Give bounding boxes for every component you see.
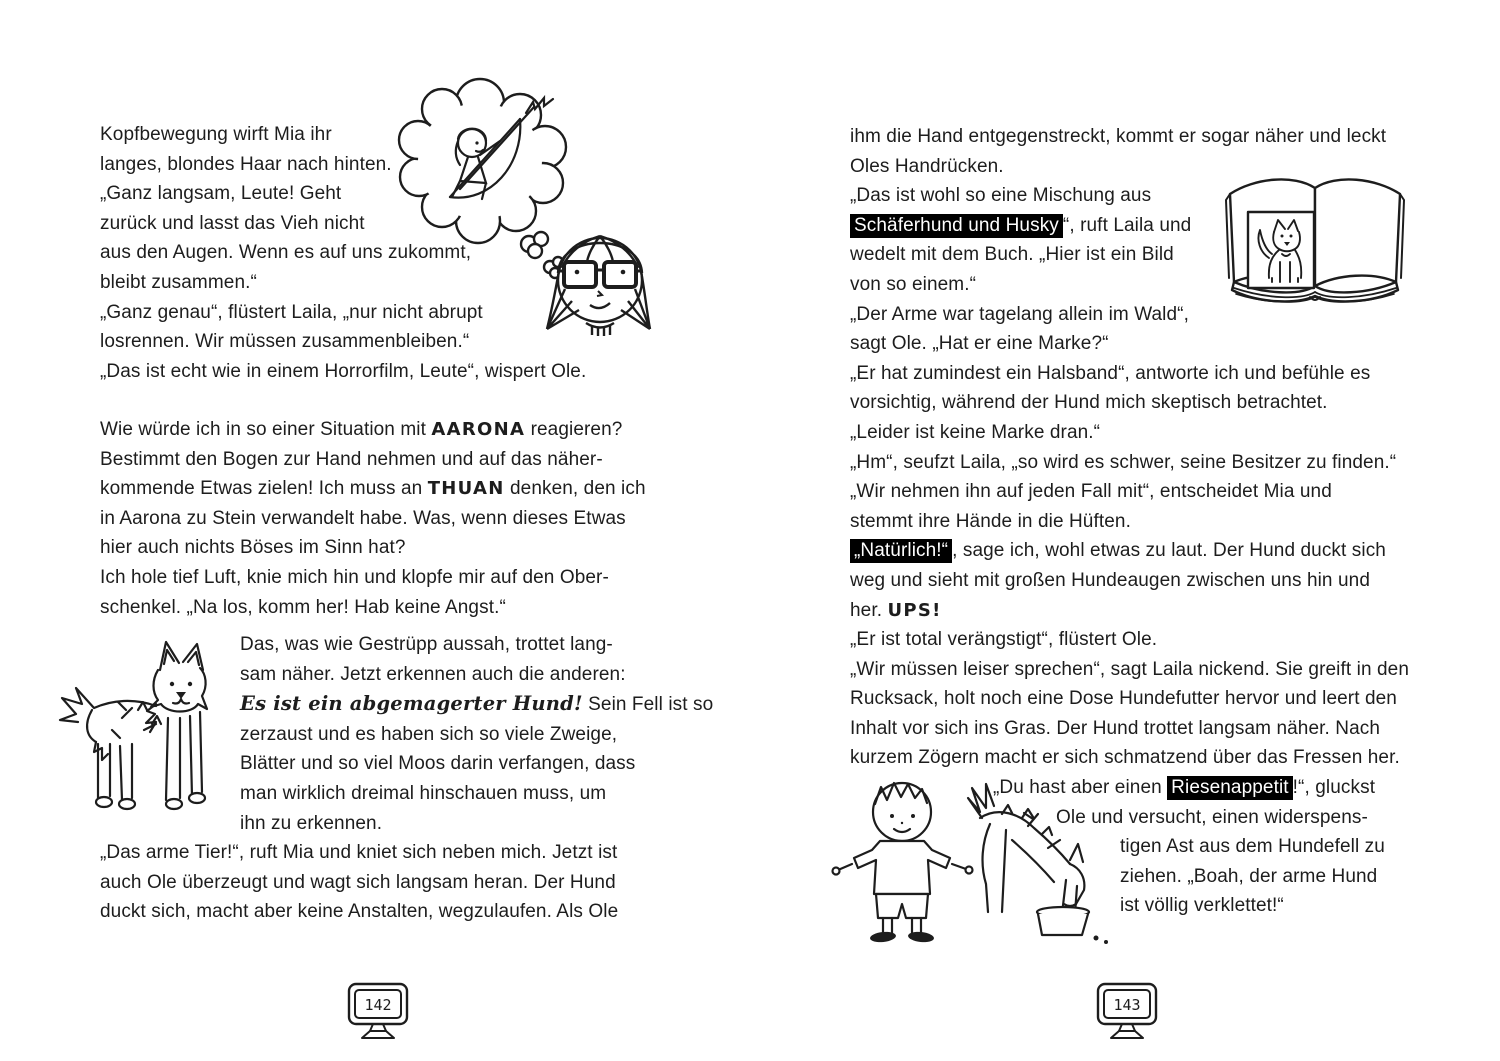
text-line: Bestimmt den Bogen zur Hand nehmen und auf das näher- [100, 448, 603, 470]
text-line: tigen Ast aus dem Hundefell zu [1120, 836, 1385, 858]
text-line: Ole und versucht, einen widerspens- [1056, 806, 1368, 828]
paragraph-dog-revealed [240, 630, 713, 838]
archer-thought-bubble-illustration [398, 83, 653, 338]
text-line: aus den Augen. Wenn es auf uns zukommt, [100, 242, 472, 264]
text-line: Blätter und so viel Moos darin verfangen, dass [240, 753, 636, 775]
text-line: „Ganz genau“, flüstert Laila, „nur nicht abrupt [100, 301, 483, 323]
text-line [850, 536, 1409, 566]
character-name-thuan: THUAN [427, 478, 505, 500]
game-name-aarona: AARONA [431, 419, 526, 440]
page-number: 143 [1113, 996, 1141, 1014]
text-line: Das, was wie Gestrüpp aussah, trottet lang- [240, 634, 613, 655]
text-segment: Sein Fell ist so [582, 694, 714, 716]
text-line: „Er ist total verängstigt“, flüstert Ole. [850, 629, 1158, 651]
text-line [240, 689, 713, 720]
text-segment: , sage ich, wohl etwas zu laut. Der Hund duckt sich [952, 540, 1386, 562]
text-line: Oles Handrücken. [850, 155, 1004, 177]
text-line [850, 596, 1409, 626]
text-line: sam näher. Jetzt erkennen auch die anderen: [240, 663, 626, 685]
scruffy-dog-illustration [52, 640, 237, 820]
text-line: „Das arme Tier!“, ruft Mia und kniet sich neben mich. Jetzt ist [100, 842, 618, 863]
text-line: schenkel. „Na los, komm her! Hab keine Angst.“ [100, 596, 506, 618]
highlighted-text-riesenappetit: Riesenappetit [1167, 776, 1293, 800]
handwritten-emphasis: Es ist ein abgemagerter Hund! [240, 692, 583, 716]
text-line: zurück und lasst das Vieh nicht [100, 212, 365, 234]
boy-illustration [833, 783, 973, 943]
highlighted-text-breed: Schäferhund und Husky [850, 214, 1063, 238]
text-line: bleibt zusammen.“ [100, 271, 257, 293]
text-line: „Leider ist keine Marke dran.“ [850, 421, 1101, 443]
text-line: duckt sich, macht aber keine Anstalten, wegzulaufen. Als Ole [100, 901, 619, 923]
open-book-with-dog-picture-illustration [1222, 166, 1407, 328]
page-number-monitor [1095, 981, 1159, 1043]
text-segment: reagieren? [525, 419, 623, 440]
boy-and-dog-feeding-illustration [830, 772, 1120, 950]
text-line: zerzaust und es haben sich so viele Zweige, [240, 723, 618, 745]
text-segment: kommende Etwas zielen! Ich muss an [100, 478, 428, 500]
highlighted-text-natuerlich: „Natürlich!“ [850, 539, 952, 563]
text-segment: „Du hast aber einen [993, 777, 1168, 799]
text-line: Inhalt vor sich ins Gras. Der Hund trottet langsam näher. Nach [850, 717, 1380, 739]
text-line: „Das ist wohl so eine Mischung aus [850, 185, 1152, 207]
page-number-monitor [346, 981, 410, 1043]
text-line: weg und sieht mit großen Hundeaugen zwischen uns hin und [850, 569, 1370, 591]
text-line: „Ganz langsam, Leute! Geht [100, 183, 342, 205]
text-line: sagt Ole. „Hat er eine Marke?“ [850, 333, 1109, 355]
text-segment: her. [850, 599, 888, 621]
text-line: auch Ole überzeugt und wagt sich langsam heran. Der Hund [100, 871, 616, 893]
text-line: hier auch nichts Böses im Sinn hat? [100, 537, 406, 559]
text-line: „Das ist echt wie in einem Horrorfilm, Leute“, wispert Ole. [100, 360, 587, 382]
text-segment: denken, den ich [504, 478, 646, 500]
text-line: vorsichtig, während der Hund mich skeptisch betrachtet. [850, 392, 1328, 414]
text-line: „Wir müssen leiser sprechen“, sagt Laila nickend. Sie greift in den [850, 658, 1410, 680]
text-segment: !“, gluckst [1292, 777, 1376, 799]
text-line: Ich hole tief Luft, knie mich hin und klopfe mir auf den Ober- [100, 566, 609, 588]
text-line: langes, blondes Haar nach hinten. [100, 153, 392, 175]
text-line: Rucksack, holt noch eine Dose Hundefutter hervor und leert den [850, 688, 1397, 710]
text-line: ziehen. „Boah, der arme Hund [1120, 865, 1378, 887]
text-line: losrennen. Wir müssen zusammenbleiben.“ [100, 331, 470, 353]
text-line: man wirklich dreimal hinschauen muss, um [240, 782, 607, 804]
text-line [100, 415, 646, 445]
text-line: ihn zu erkennen. [240, 812, 383, 834]
paragraph-poor-animal [100, 838, 618, 927]
text-line: stemmt ihre Hände in die Hüften. [850, 510, 1131, 532]
text-line: in Aarona zu Stein verwandelt habe. Was, wenn dieses Etwas [100, 507, 626, 529]
text-line: ihm die Hand entgegenstreckt, kommt er sogar näher und leckt [850, 126, 1387, 147]
girl-with-glasses-illustration [547, 236, 650, 336]
text-segment: “, ruft Laila und [1062, 214, 1192, 236]
text-line: Kopfbewegung wirft Mia ihr [100, 124, 332, 145]
text-line: wedelt mit dem Buch. „Hier ist ein Bild [850, 244, 1174, 266]
text-line: ist völlig verklettet!“ [1120, 895, 1284, 917]
paragraph-aarona-thoughts [100, 415, 646, 622]
page-number: 142 [364, 996, 392, 1014]
text-line: kurzem Zögern macht er sich schmatzend über das Fressen her. [850, 747, 1400, 769]
display-word-ups: UPS! [887, 599, 942, 621]
text-segment: Wie würde ich in so einer Situation mit [100, 419, 432, 440]
text-line: „Hm“, seufzt Laila, „so wird es schwer, seine Besitzer zu finden.“ [850, 451, 1397, 473]
text-line: „Er hat zumindest ein Halsband“, antworte ich und befühle es [850, 362, 1371, 384]
dog-eating-from-bowl-illustration [968, 784, 1108, 944]
text-line: „Der Arme war tagelang allein im Wald“, [850, 303, 1189, 325]
text-line: „Wir nehmen ihn auf jeden Fall mit“, entscheidet Mia und [850, 481, 1332, 503]
text-line [100, 474, 646, 504]
text-line: von so einem.“ [850, 273, 977, 295]
